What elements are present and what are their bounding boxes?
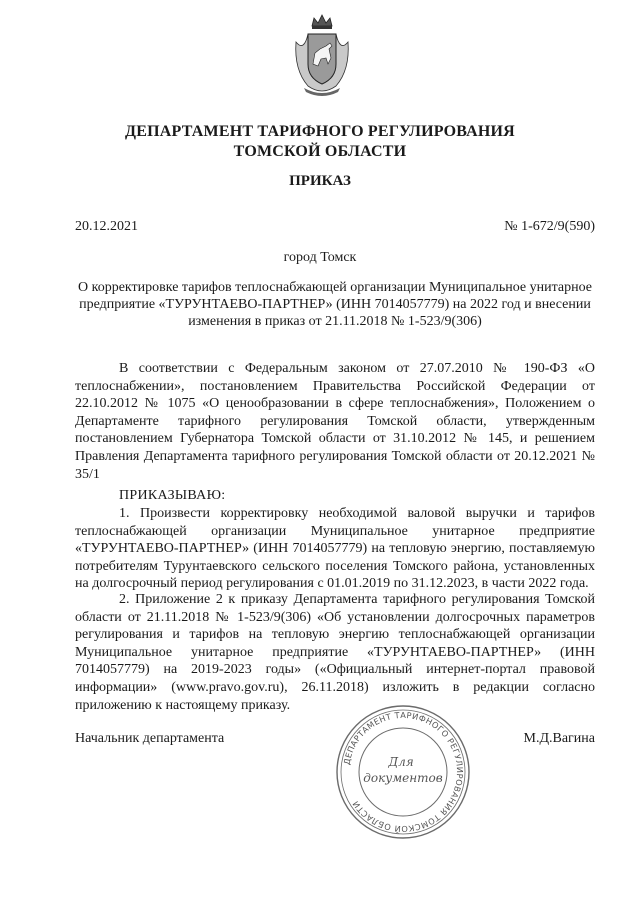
orders-heading: ПРИКАЗЫВАЮ: — [119, 488, 226, 503]
order-item-2: 2. Приложение 2 к приказу Департамента тарифного регулирования Томской области от 21.11.2018 № 1-523/9(306) «Об установлении долгосрочных параметров регулирования и тарифов на тепловую энергию теплоснабжающей организации Муниципальное унитарное предприятие «ТУРУНТАЕВО-ПАРТНЕР» (ИНН 7014057779) на 2019-2023 годы» («Официальный интернет-портал правовой информации» (www.pravo.gov.ru), 26.11.2018) изложить в редакции согласно приложению к настоящему приказу. — [75, 592, 595, 713]
order-number: № 1-672/9(590) — [504, 219, 595, 234]
order-date: 20.12.2021 — [75, 219, 138, 234]
signatory-name: М.Д.Вагина — [523, 731, 595, 746]
city-line: город Томск — [283, 250, 357, 265]
order-subject: О корректировке тарифов теплоснабжающей организации Муниципальное унитарное предприятие «ТУРУНТАЕВО-ПАРТНЕР» (ИНН 7014057779) на 2022 год и внесении изменения в приказ от 21.11.2018 № 1-523/9(306) — [78, 280, 592, 329]
stamp-center-line2: документов — [363, 771, 443, 785]
department-title-line2: ТОМСКОЙ ОБЛАСТИ — [233, 143, 407, 160]
department-title — [0, 122, 640, 162]
preamble-paragraph: В соответствии с Федеральным законом от 27.07.2010 № 190-ФЗ «О теплоснабжении», постановлением Правительства Российской Федерации от 22.10.2012 № 1075 «О ценообразовании в сфере теплоснабжения», Положением о Департаменте тарифного регулирования Томской области, утвержденным постановлением Губернатора Томской области от 31.10.2012 № 145, и решением Правления Департамента тарифного регулирования Томской области от 20.12.2021 № 35/1 — [75, 361, 595, 482]
order-item-1: 1. Произвести корректировку необходимой валовой выручки и тарифов теплоснабжающей организации Муниципальное унитарное предприятие «ТУРУНТАЕВО-ПАРТНЕР» (ИНН 7014057779) на тепловую энергию, поставляемую потребителям Турунтаевского сельского поселения Томского района, установленных на долгосрочный период регулирования с 01.01.2019 по 31.12.2023, в части 2022 года. — [75, 506, 595, 592]
stamp-center-line1: Для — [388, 755, 414, 769]
tomsk-oblast-coat-of-arms-icon — [290, 12, 354, 98]
official-stamp — [333, 702, 473, 842]
signatory-role: Начальник департамента — [75, 731, 225, 746]
stamp-ring-text: ДЕПАРТАМЕНТ ТАРИФНОГО РЕГУЛИРОВАНИЯ ТОМСКОЙ ОБЛАСТИ — [341, 709, 466, 835]
doc-type-title: ПРИКАЗ — [289, 173, 351, 189]
department-title-line1: ДЕПАРТАМЕНТ ТАРИФНОГО РЕГУЛИРОВАНИЯ — [125, 123, 515, 140]
